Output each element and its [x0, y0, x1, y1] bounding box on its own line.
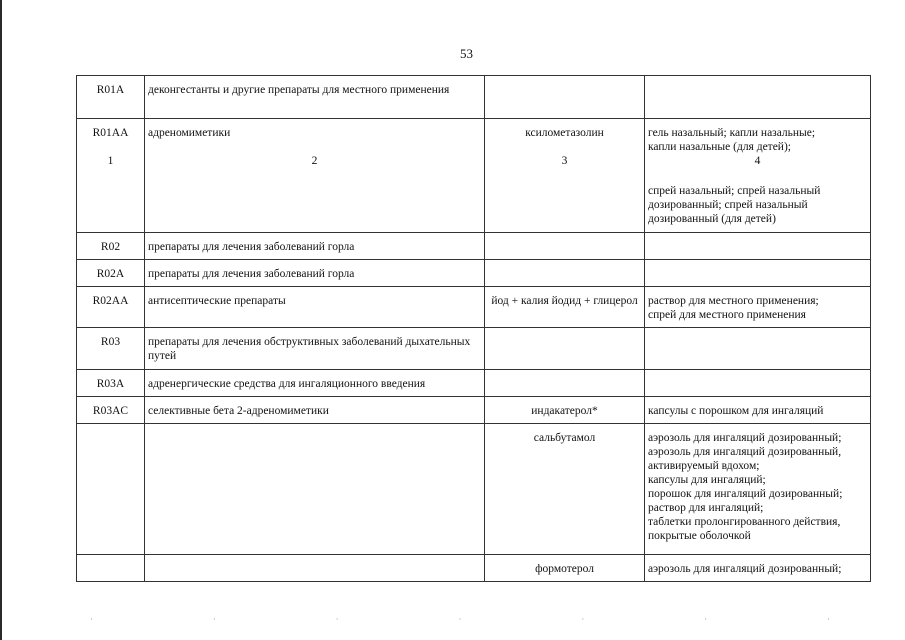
column-number-4: 4 [754, 155, 761, 167]
forms-cell [645, 370, 871, 397]
atc-code-cell [77, 424, 145, 555]
dosage-form: гель назальный; капли назальные; [648, 127, 816, 139]
column-number-3: 3 [561, 155, 568, 167]
group-cell: адренергические средства для ингаляционного введения [145, 370, 485, 397]
forms-cell [645, 424, 871, 555]
forms-cell [645, 397, 871, 424]
atc-code-cell [77, 119, 145, 233]
inn-cell [485, 370, 645, 397]
dosage-form: капсулы для ингаляций; [648, 474, 766, 486]
atc-code-cell: R02AA [77, 287, 145, 328]
dosage-form: дозированный (для детей) [648, 213, 776, 225]
group-cell [145, 555, 485, 582]
dosage-form: дозированный; спрей назальный [648, 199, 808, 211]
drug-table [76, 75, 871, 582]
dosage-form: капсулы с порошком для ингаляций [648, 405, 824, 417]
table-row [77, 76, 871, 119]
dosage-form: покрытые оболочкой [648, 530, 751, 542]
forms-cell [645, 287, 871, 328]
dosage-form: таблетки пролонгированного действия, [648, 516, 841, 528]
dosage-form: спрей для местного применения [648, 309, 806, 321]
table-row [77, 287, 871, 328]
forms-cell [645, 260, 871, 287]
scan-dot: · [581, 614, 585, 624]
table-row [77, 328, 871, 370]
inn-cell [485, 76, 645, 119]
page-left-edge [0, 0, 2, 640]
scan-artifacts [90, 614, 830, 624]
atc-code-cell: R01A [77, 76, 145, 119]
table-row [77, 424, 871, 555]
column-number-2: 2 [311, 155, 318, 167]
scan-dot: · [826, 614, 830, 624]
atc-code-cell [77, 555, 145, 582]
page-number: 53 [460, 46, 473, 61]
group-name: адреномиметики [148, 127, 231, 139]
forms-cell [645, 555, 871, 582]
atc-code-cell: R03AC [77, 397, 145, 424]
inn-cell [485, 328, 645, 370]
dosage-form: раствор для местного применения; [648, 295, 819, 307]
group-cell: деконгестанты и другие препараты для местного применения [145, 76, 485, 119]
forms-cell [645, 233, 871, 260]
atc-code-cell: R03 [77, 328, 145, 370]
dosage-form: аэрозоль для ингаляций дозированный; [648, 563, 842, 575]
group-cell: селективные бета 2-адреномиметики [145, 397, 485, 424]
group-cell: препараты для лечения заболеваний горла [145, 260, 485, 287]
inn-cell [485, 119, 645, 233]
atc-code: R01AA [92, 127, 129, 139]
atc-code-cell: R03A [77, 370, 145, 397]
inn-cell: йод + калия йодид + глицерол [485, 287, 645, 328]
inn-cell [485, 233, 645, 260]
group-cell: препараты для лечения заболеваний горла [145, 233, 485, 260]
dosage-form: спрей назальный; спрей назальный [648, 185, 821, 197]
table-row [77, 370, 871, 397]
dosage-form: капли назальные (для детей); [648, 141, 791, 153]
inn-cell: индакатерол* [485, 397, 645, 424]
table-row [77, 397, 871, 424]
scan-dot: · [90, 614, 93, 624]
inn-cell: формотерол [485, 555, 645, 582]
column-number-1: 1 [107, 155, 114, 167]
group-cell [145, 424, 485, 555]
scan-dot: · [458, 614, 462, 624]
dosage-form: аэрозоль для ингаляций дозированный; [648, 432, 842, 444]
scan-dot: · [212, 614, 216, 624]
dosage-form: раствор для ингаляций; [648, 502, 764, 514]
group-cell [145, 119, 485, 233]
table-row [77, 260, 871, 287]
atc-code-cell: R02A [77, 260, 145, 287]
dosage-form: аэрозоль для ингаляций дозированный, [648, 446, 842, 458]
atc-code-cell: R02 [77, 233, 145, 260]
inn-name: ксилометазолин [525, 127, 604, 139]
group-cell: антисептические препараты [145, 287, 485, 328]
table-row [77, 233, 871, 260]
forms-cell [645, 76, 871, 119]
inn-cell: сальбутамол [485, 424, 645, 555]
forms-cell [645, 119, 871, 233]
table-row [77, 119, 871, 233]
forms-cell [645, 328, 871, 370]
inn-cell [485, 260, 645, 287]
dosage-form: порошок для ингаляций дозированный; [648, 488, 843, 500]
group-cell: препараты для лечения обструктивных заболеваний дыхательных путей [145, 328, 485, 370]
dosage-form: активируемый вдохом; [648, 460, 760, 472]
scan-dot: · [335, 614, 339, 624]
table-row [77, 555, 871, 582]
scan-dot: · [704, 614, 708, 624]
